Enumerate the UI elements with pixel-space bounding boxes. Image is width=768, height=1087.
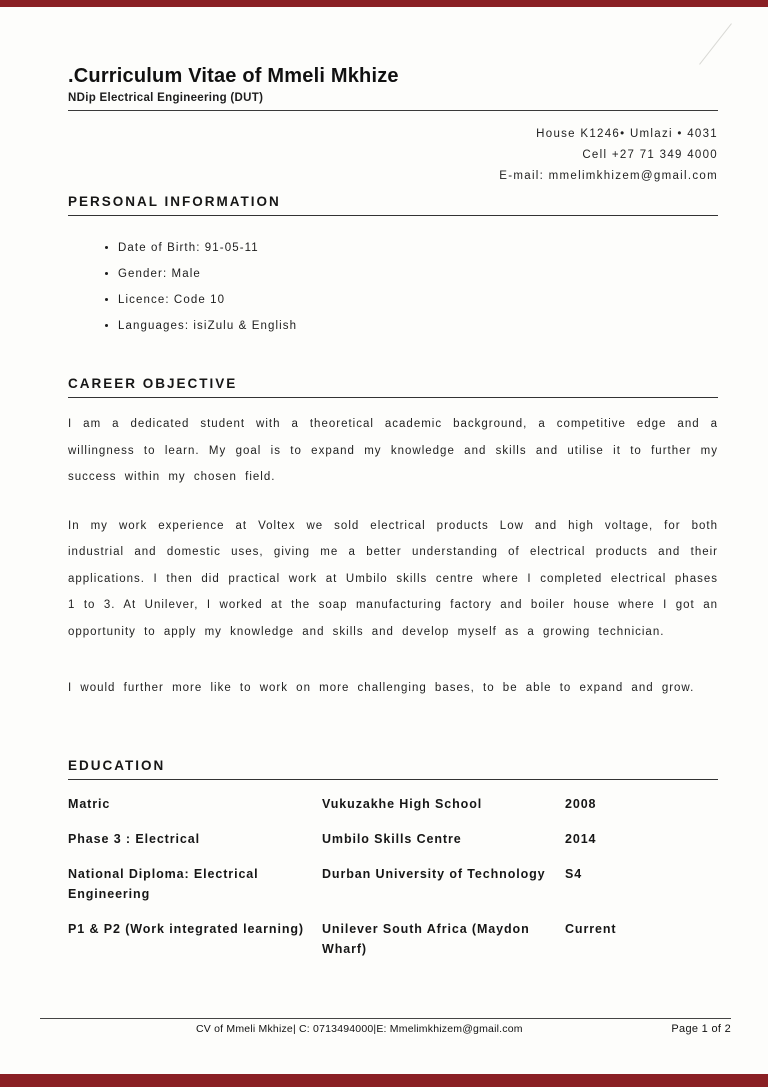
page-number: Page 1 of 2 bbox=[671, 1023, 731, 1035]
institution-cell: Umbilo Skills Centre bbox=[322, 831, 462, 846]
personal-info-list bbox=[68, 240, 718, 334]
objective-paragraph: I would further more like to work on more challenging bases, to be able to expand and grow. bbox=[68, 682, 695, 694]
document-content bbox=[68, 7, 718, 959]
qualification-cell: National Diploma: Electrical Engineering bbox=[68, 866, 259, 901]
qualification-cell: P1 & P2 (Work integrated learning) bbox=[68, 921, 304, 936]
section-heading-personal-information: PERSONAL INFORMATION bbox=[68, 194, 718, 216]
objective-paragraph: I am a dedicated student with a theoretical academic background, a competitive edge and a willingness to learn. My goal is to expand my knowledge and skills and utilise it to further my success within my chosen field. bbox=[68, 418, 718, 483]
document-subtitle: NDip Electrical Engineering (DUT) bbox=[68, 92, 264, 104]
page-footer bbox=[40, 1018, 731, 1041]
contact-cell: Cell +27 71 349 4000 bbox=[582, 149, 718, 161]
year-cell: 2014 bbox=[565, 831, 597, 846]
footer-contact-info: CV of Mmeli Mkhize| C: 0713494000|E: Mmelimkhizem@gmail.com bbox=[196, 1023, 523, 1035]
list-item-gender: • Gender: Male bbox=[118, 266, 718, 282]
year-cell: S4 bbox=[565, 866, 583, 881]
contact-address: House K1246• Umlazi • 4031 bbox=[536, 128, 718, 140]
title-divider bbox=[68, 110, 718, 111]
list-item-licence: • Licence: Code 10 bbox=[118, 292, 718, 308]
institution-cell: Unilever South Africa (Maydon Wharf) bbox=[322, 921, 530, 956]
contact-email: E-mail: mmelimkhizem@gmail.com bbox=[499, 170, 718, 182]
section-heading-education: EDUCATION bbox=[68, 758, 718, 780]
contact-block bbox=[68, 124, 718, 187]
list-item-date-of-birth: • Date of Birth: 91-05-11 bbox=[118, 240, 718, 256]
section-heading-career-objective: CAREER OBJECTIVE bbox=[68, 376, 718, 398]
objective-paragraph: In my work experience at Voltex we sold electrical products Low and high voltage, for both industrial and domestic uses, giving me a better understanding of electrical products and their applications. I then did practical work at Umbilo skills centre where I completed electrical phases 1 to 3. At Unilever, I worked at the soap manufacturing factory and boiler house where I got an opportunity to apply my knowledge and skills and develop myself as a growing technician. bbox=[68, 519, 718, 638]
institution-cell: Durban University of Technology bbox=[322, 866, 546, 881]
education-table bbox=[68, 794, 718, 959]
bottom-border-bar bbox=[0, 1074, 768, 1087]
year-cell: 2008 bbox=[565, 796, 597, 811]
top-border-bar bbox=[0, 0, 768, 7]
institution-cell: Vukuzakhe High School bbox=[322, 796, 483, 811]
list-item-languages: • Languages: isiZulu & English bbox=[118, 318, 718, 334]
year-cell: Current bbox=[565, 921, 617, 936]
qualification-cell: Phase 3 : Electrical bbox=[68, 831, 200, 846]
qualification-cell: Matric bbox=[68, 796, 111, 811]
document-title: .Curriculum Vitae of Mmeli Mkhize bbox=[68, 65, 399, 87]
